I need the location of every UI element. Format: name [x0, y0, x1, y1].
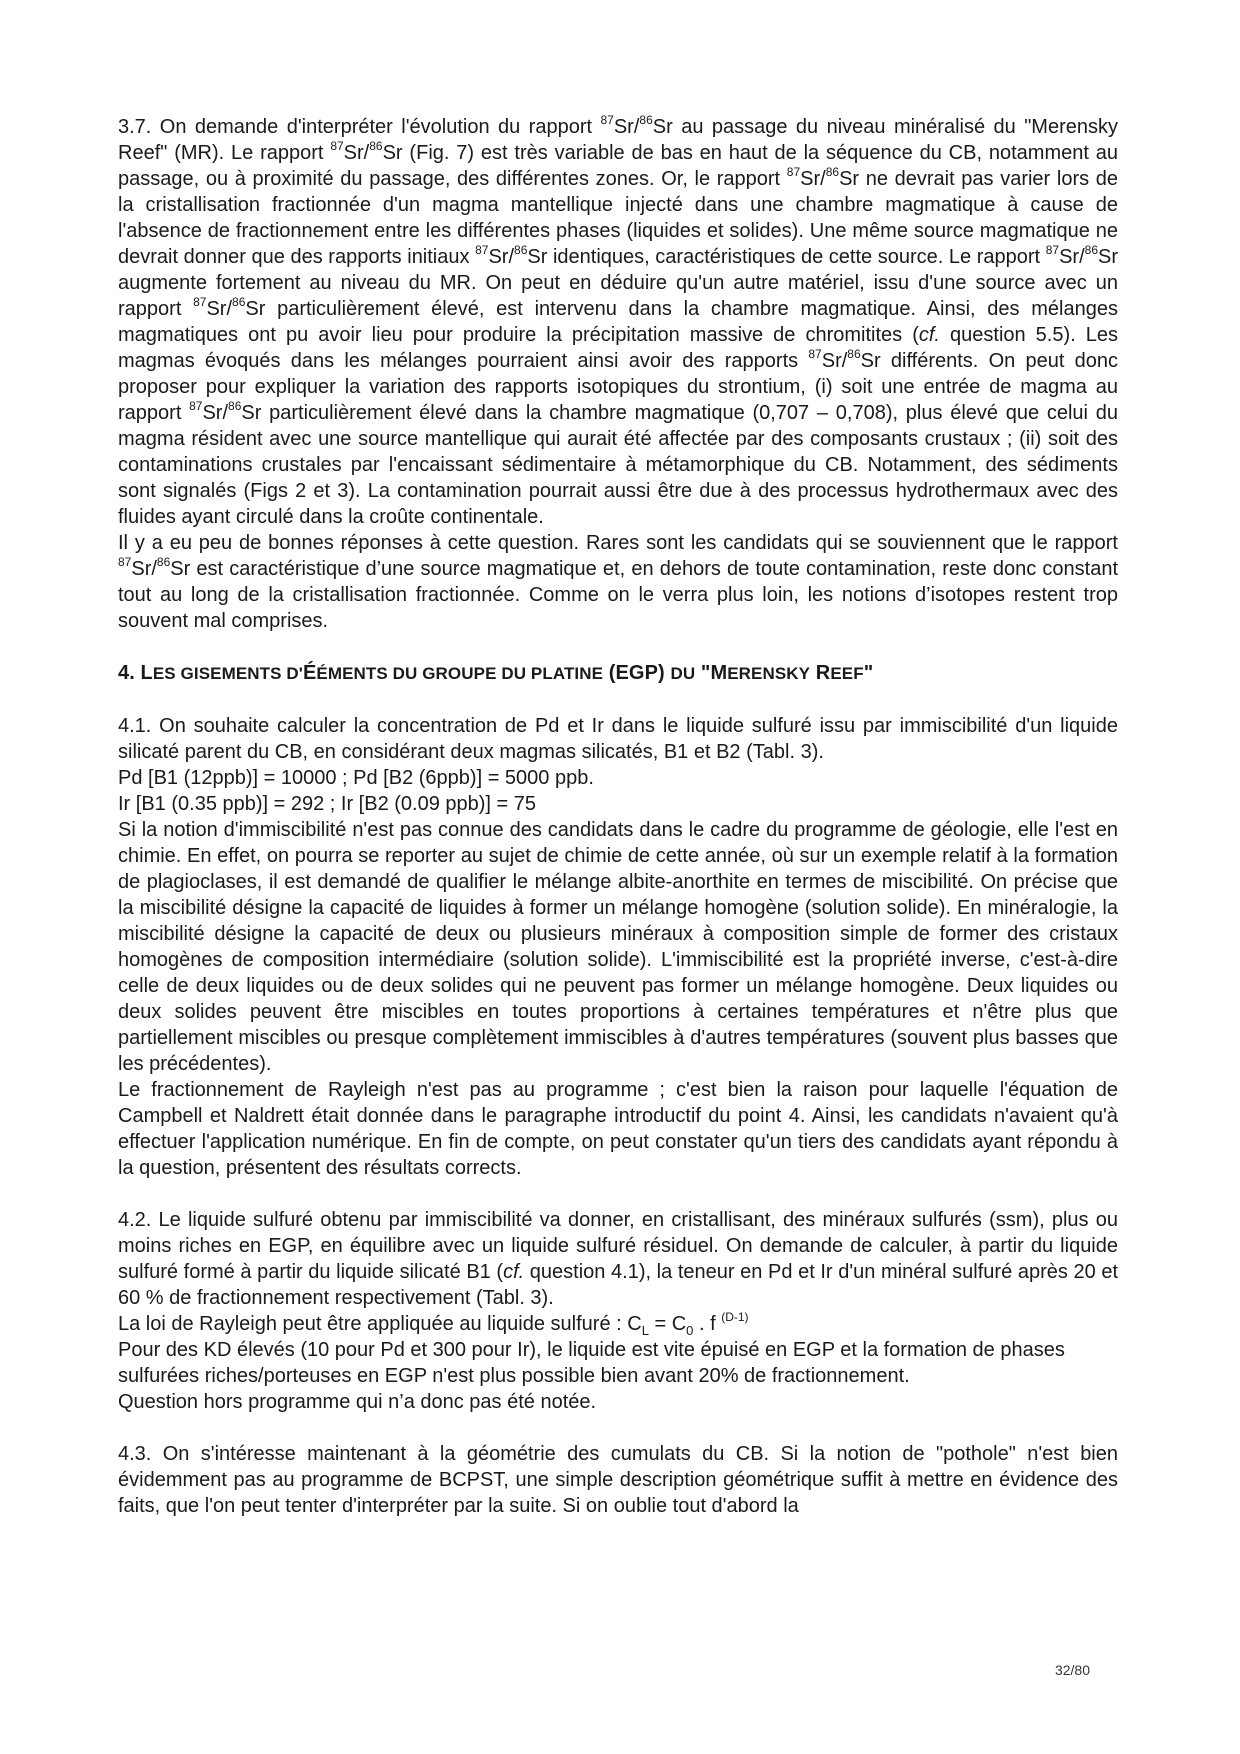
heading-part: "M: [695, 662, 728, 684]
text-span: Il y a eu peu de bonnes réponses à cette question. Rares sont les candidats qui se souviennent que le rapport: [118, 532, 1118, 554]
superscript: 86: [1084, 243, 1098, 258]
superscript: 86: [825, 165, 840, 180]
superscript: 87: [475, 243, 489, 258]
text-span: Sr: [839, 168, 860, 190]
heading-part: ": [863, 662, 874, 684]
text-span: Sr: [382, 142, 403, 164]
heading-part: É: [302, 662, 317, 684]
section-heading-4: [118, 660, 1118, 687]
text-span: Sr/: [800, 168, 826, 190]
spacer: [118, 687, 1118, 713]
heading-part: ÉMENTS DU GROUPE DU PLATINE: [316, 664, 604, 683]
superscript: 87: [1045, 243, 1060, 258]
heading-part: ES GISEMENTS D': [152, 664, 303, 683]
text-span: Sr/: [131, 558, 157, 580]
text-span: = C: [648, 1313, 687, 1335]
text-span: Sr: [652, 116, 673, 138]
pd-values: Pd [B1 (12ppb)] = 10000 ; Pd [B2 (6ppb)] = 5000 ppb.: [118, 767, 594, 789]
superscript: (D-1): [721, 1310, 749, 1325]
text-span: question 4.1), la teneur en Pd et Ir d'un minéral sulfuré après 20 et 60 % de fractionnement respectivement (Tabl. 3).: [118, 1261, 1118, 1309]
text-span: Sr/: [343, 142, 370, 164]
superscript: 87: [330, 139, 344, 154]
heading-part: 4. L: [118, 662, 153, 684]
superscript: 87: [189, 399, 203, 414]
text-span: Sr/: [206, 298, 233, 320]
text-span: ne devrait pas varier lors de la cristallisation fractionnée d'un magma mantellique injecté dans une chambre magmatique à cause de l'absence de fractionnement entre les différentes phases (liquides et solides). Une même source magmatique ne devrait donner que des rapports initiaux: [118, 168, 1119, 268]
superscript: 86: [232, 295, 246, 310]
text-span: différents. On peut donc proposer pour expliquer la variation des rapports isotopiques du strontium, (i) soit une entrée de magma au rapport: [118, 350, 1118, 424]
text-span: est caractéristique d’une source magmatique et, en dehors de toute contamination, reste donc constant tout au long de la cristallisation fractionnée. Comme on le verra plus loin, les notions d’isotopes restent trop souvent mal comprises.: [118, 558, 1118, 632]
text-span: 4.2. Le liquide sulfuré obtenu par immiscibilité va donner, en cristallisant, des minéraux sulfurés (ssm), plus ou moins riches en EGP, en équilibre avec un liquide sulfuré résiduel. On demande de calculer, à partir du liquide sulfuré formé à partir du liquide silicaté B1 (: [118, 1209, 1118, 1283]
superscript: 87: [600, 113, 614, 128]
text-span: question 5.5). Les magmas évoqués dans les mélanges pourraient ainsi avoir des rapports: [118, 324, 1118, 372]
paragraph-4-1-immiscibility: Si la notion d'immiscibilité n'est pas connue des candidats dans le cadre du programme de géologie, elle l'est en chimie. En effet, on pourra se reporter au sujet de chimie de cette année, où sur un exemple relatif à la formation de plagioclases, il est demandé de qualifier le mélange albite-anorthite en termes de miscibilité. On précise que la miscibilité désigne la capacité de liquides à former un mélange homogène (solution solide). En minéralogie, la miscibilité désigne la capacité de deux ou plusieurs minéraux à composition simple de former des cristaux homogènes de composition intermédiaire (solution solide). L'immiscibilité est la propriété inverse, c'est-à-dire celle de deux liquides ou de deux solides qui ne peuvent pas former un mélange homogène. Deux liquides ou deux solides peuvent être miscibles en toutes proportions à certaines températures et n'être plus que partiellement miscibles ou presque complètement immiscibles à d'autres températures (souvent plus basses que les précédentes).: [118, 819, 1118, 1075]
paragraph-3-7: [118, 114, 1118, 530]
superscript: 87: [193, 295, 207, 310]
text-span: . f: [693, 1313, 722, 1335]
paragraph-4-2: [118, 1207, 1118, 1311]
ir-values: Ir [B1 (0.35 ppb)] = 292 ; Ir [B2 (0.09 ppb)] = 75: [118, 793, 537, 815]
heading-part: EEF: [830, 664, 864, 683]
page-content: [118, 114, 1118, 1519]
paragraph-4-1: 4.1. On souhaite calculer la concentration de Pd et Ir dans le liquide sulfuré issu par immiscibilité d'un liquide silicaté parent du CB, en considérant deux magmas silicatés, B1 et B2 (Tabl. 3).: [118, 715, 1118, 763]
heading-part: ERENSKY: [727, 664, 811, 683]
text-span: Sr: [245, 298, 266, 320]
page-number: 32/80: [1054, 1662, 1090, 1678]
superscript: 87: [118, 555, 132, 570]
text-span: Sr/: [488, 246, 515, 268]
text-span: particulièrement élevé dans la chambre magmatique (0,707 – 0,708), plus élevé que celui du magma résident avec une source mantellique qui aurait été affectée par des composants crustaux ; (ii) soit des contaminations crustales par l'encaissant sédimentaire à métamorphique du CB. Notamment, des sédiments sont signalés (Figs 2 et 3). La contamination pourrait aussi être due à des processus hydrothermaux avec des fluides ayant circulé dans la croûte continentale.: [118, 402, 1118, 528]
text-span: Sr: [170, 558, 191, 580]
superscript: 87: [808, 347, 822, 362]
paragraph-4-2-note: Question hors programme qui n’a donc pas été notée.: [118, 1391, 597, 1413]
text-span: au passage du niveau minéralisé du "Merensky Reef" (MR). Le rapport: [118, 116, 1118, 164]
subscript: L: [641, 1323, 649, 1338]
text-span: Sr: [1098, 246, 1118, 268]
subscript: 0: [686, 1323, 694, 1338]
superscript: 86: [639, 113, 653, 128]
spacer: [118, 634, 1118, 660]
heading-part: (EGP): [603, 662, 671, 684]
paragraph-4-3: 4.3. On s'intéresse maintenant à la géométrie des cumulats du CB. Si la notion de "pothole" n'est bien évidemment pas au programme de BCPST, une simple description géométrique suffit à mettre en évidence des faits, que l'on peut tenter d'interpréter par la suite. Si on oublie tout d'abord la: [118, 1443, 1118, 1517]
text-span: Sr: [241, 402, 262, 424]
paragraph-4-1-rayleigh: Le fractionnement de Rayleigh n'est pas au programme ; c'est bien la raison pour laquelle l'équation de Campbell et Naldrett était donnée dans le paragraphe introductif du point 4. Ainsi, les candidats n'avaient qu'à effectuer l'application numérique. En fin de compte, on peut constater qu'un tiers des candidats ayant répondu à la question, présentent des résultats corrects.: [118, 1079, 1118, 1179]
text-span: 3.7. On demande d'interpréter l'évolution du rapport: [118, 116, 601, 138]
paragraph-3-7-comment: [118, 530, 1118, 634]
text-span: Sr/: [1059, 246, 1085, 268]
spacer: [118, 1415, 1118, 1441]
text-span: Sr: [860, 350, 881, 372]
text-span: Sr/: [202, 402, 229, 424]
superscript: 87: [786, 165, 801, 180]
spacer: [118, 1181, 1118, 1207]
text-span: La loi de Rayleigh peut être appliquée au liquide sulfuré : C: [118, 1313, 642, 1335]
text-span: Sr/: [613, 116, 640, 138]
superscript: 86: [847, 347, 861, 362]
text-span: identiques, caractéristiques de cette source. Le rapport: [547, 246, 1046, 268]
superscript: 86: [369, 139, 383, 154]
text-span: particulièrement élevé, est intervenu dans la chambre magmatique. Ainsi, des mélanges magmatiques ont pu avoir lieu pour produire la précipitation massive de chromitites (: [118, 298, 1118, 346]
rayleigh-law: [118, 1311, 1118, 1337]
heading-part: DU: [670, 664, 696, 683]
text-span: augmente fortement au niveau du MR. On peut en déduire qu'un autre matériel, issu d'une source avec un rapport: [118, 272, 1118, 320]
paragraph-4-2-kd: Pour des KD élevés (10 pour Pd et 300 pour Ir), le liquide est vite épuisé en EGP et la formation de phases sulfurées riches/porteuses en EGP n'est plus possible bien avant 20% de fractionnement.: [118, 1339, 1065, 1387]
text-span: (Fig. 7) est très variable de bas en haut de la séquence du CB, notamment au passage, ou à proximité du passage, des différentes zones. Or, le rapport: [118, 142, 1118, 190]
superscript: 86: [156, 555, 171, 570]
text-span: Sr: [527, 246, 548, 268]
superscript: 86: [228, 399, 242, 414]
heading-part: R: [810, 662, 831, 684]
cf-italic: cf.: [503, 1261, 525, 1283]
superscript: 86: [514, 243, 528, 258]
cf-italic: cf.: [918, 324, 940, 346]
text-span: Sr/: [821, 350, 848, 372]
